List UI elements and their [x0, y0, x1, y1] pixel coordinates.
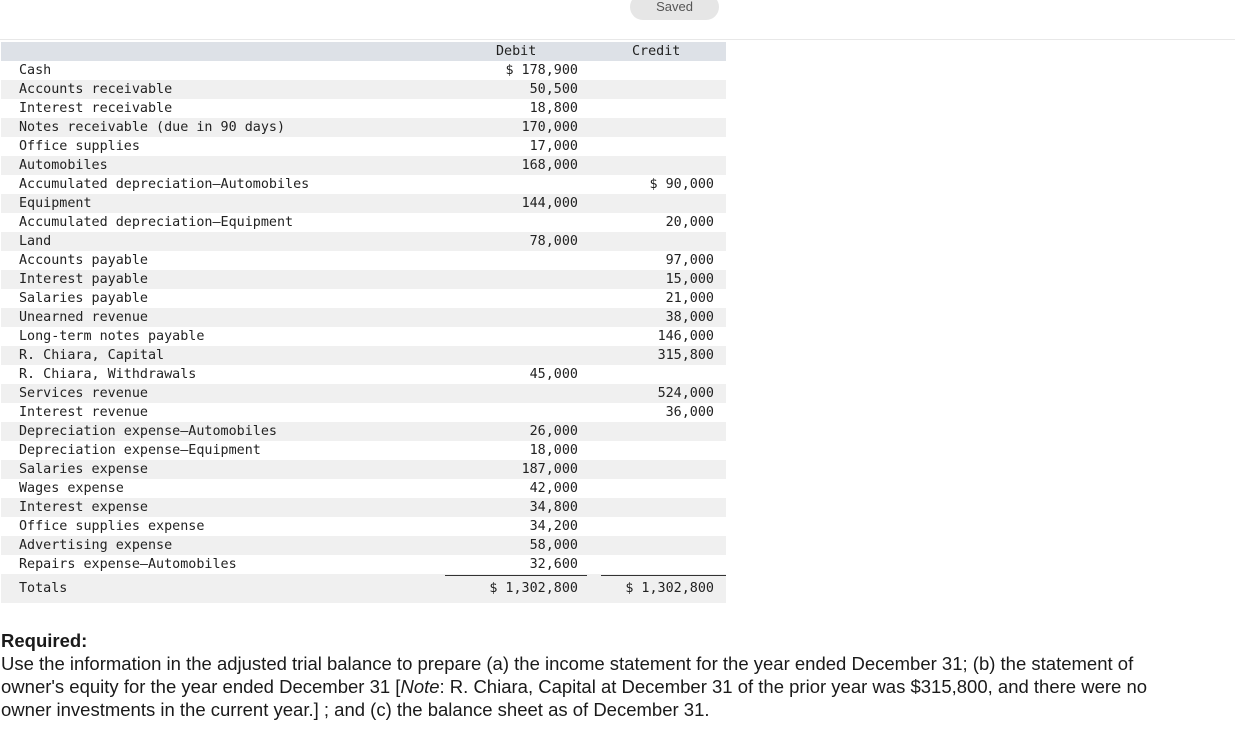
- debit-amount: 78,000: [529, 234, 578, 249]
- account-name: Equipment: [19, 196, 92, 211]
- table-row: [1, 270, 726, 289]
- totals-label: Totals: [19, 581, 68, 596]
- account-name: Accounts receivable: [19, 82, 173, 97]
- debit-column-header: Debit: [496, 44, 537, 59]
- table-row: [1, 384, 726, 403]
- table-row: [1, 137, 726, 156]
- trial-balance-table: [1, 42, 726, 603]
- credit-amount: 97,000: [665, 253, 714, 268]
- table-row: [1, 156, 726, 175]
- credit-amount: 36,000: [665, 405, 714, 420]
- debit-amount: 144,000: [521, 196, 578, 211]
- note-label: Note: [400, 676, 440, 697]
- account-name: Land: [19, 234, 52, 249]
- credit-amount: 20,000: [665, 215, 714, 230]
- table-row: [1, 498, 726, 517]
- table-row: [1, 517, 726, 536]
- debit-amount: 18,800: [529, 101, 578, 116]
- debit-total: $ 1,302,800: [489, 581, 578, 596]
- account-name: Services revenue: [19, 386, 148, 401]
- table-body: [1, 61, 726, 574]
- required-instructions: [1, 629, 1201, 721]
- account-name: Wages expense: [19, 481, 124, 496]
- table-row: [1, 99, 726, 118]
- debit-amount: 32,600: [529, 557, 578, 572]
- account-name: Automobiles: [19, 158, 108, 173]
- account-name: Interest receivable: [19, 101, 173, 116]
- debit-amount: 187,000: [521, 462, 578, 477]
- account-name: Depreciation expense—Equipment: [19, 443, 261, 458]
- credit-total: $ 1,302,800: [625, 581, 714, 596]
- account-name: Accumulated depreciation—Equipment: [19, 215, 294, 230]
- table-row: [1, 346, 726, 365]
- table-row: [1, 460, 726, 479]
- debit-amount: 26,000: [529, 424, 578, 439]
- account-name: Repairs expense—Automobiles: [19, 557, 237, 572]
- account-name: Long-term notes payable: [19, 329, 205, 344]
- table-row: [1, 194, 726, 213]
- credit-amount: 38,000: [665, 310, 714, 325]
- table-row: [1, 327, 726, 346]
- debit-amount: 34,200: [529, 519, 578, 534]
- credit-amount: $ 90,000: [649, 177, 714, 192]
- required-text: [1, 652, 1201, 721]
- saved-status-badge: [630, 0, 719, 20]
- credit-column-header: Credit: [632, 44, 681, 59]
- table-row: [1, 479, 726, 498]
- table-row: [1, 536, 726, 555]
- table-row: [1, 422, 726, 441]
- account-name: Accounts payable: [19, 253, 148, 268]
- table-row: [1, 118, 726, 137]
- account-name: Interest payable: [19, 272, 148, 287]
- table-row: [1, 80, 726, 99]
- debit-amount: 50,500: [529, 82, 578, 97]
- required-text-part2: : R. Chiara, Capital at December 31 of the prior year was $315,800, and there were no owner investments in the current year.] ; and (c) the balance sheet as of December 31.: [1, 676, 1148, 720]
- credit-amount: 15,000: [665, 272, 714, 287]
- credit-amount: 146,000: [657, 329, 714, 344]
- table-row: [1, 441, 726, 460]
- account-name: Interest revenue: [19, 405, 148, 420]
- table-row: [1, 251, 726, 270]
- debit-amount: $ 178,900: [505, 63, 578, 78]
- account-name: R. Chiara, Capital: [19, 348, 165, 363]
- debit-amount: 17,000: [529, 139, 578, 154]
- table-row: [1, 175, 726, 194]
- account-name: Office supplies: [19, 139, 140, 154]
- debit-amount: 170,000: [521, 120, 578, 135]
- table-row: [1, 555, 726, 574]
- table-row: [1, 403, 726, 422]
- account-name: Salaries expense: [19, 462, 148, 477]
- credit-amount: 524,000: [657, 386, 714, 401]
- account-name: Cash: [19, 63, 52, 78]
- credit-amount: 21,000: [665, 291, 714, 306]
- account-name: Office supplies expense: [19, 519, 205, 534]
- account-name: Depreciation expense—Automobiles: [19, 424, 277, 439]
- debit-amount: 58,000: [529, 538, 578, 553]
- debit-amount: 42,000: [529, 481, 578, 496]
- table-row: [1, 232, 726, 251]
- account-name: Interest expense: [19, 500, 148, 515]
- account-name: Notes receivable (due in 90 days): [19, 120, 286, 135]
- account-name: Accumulated depreciation—Automobiles: [19, 177, 310, 192]
- account-name: R. Chiara, Withdrawals: [19, 367, 197, 382]
- debit-amount: 34,800: [529, 500, 578, 515]
- table-header: [1, 42, 726, 61]
- table-row: [1, 61, 726, 80]
- table-row: [1, 289, 726, 308]
- account-name: Unearned revenue: [19, 310, 148, 325]
- debit-amount: 168,000: [521, 158, 578, 173]
- credit-amount: 315,800: [657, 348, 714, 363]
- saved-status-label: Saved: [656, 0, 693, 14]
- table-row: [1, 308, 726, 327]
- top-bar: [0, 0, 1235, 40]
- totals-row: [1, 574, 726, 603]
- required-text-part1: Use the information in the adjusted trial balance to prepare (a) the income statement for the year ended December 31; (b) the statement of owner's equity for the year ended December 31 [: [1, 653, 1134, 697]
- debit-amount: 45,000: [529, 367, 578, 382]
- table-row: [1, 365, 726, 384]
- table-row: [1, 213, 726, 232]
- required-title: Required:: [1, 630, 88, 651]
- account-name: Salaries payable: [19, 291, 148, 306]
- debit-amount: 18,000: [529, 443, 578, 458]
- account-name: Advertising expense: [19, 538, 173, 553]
